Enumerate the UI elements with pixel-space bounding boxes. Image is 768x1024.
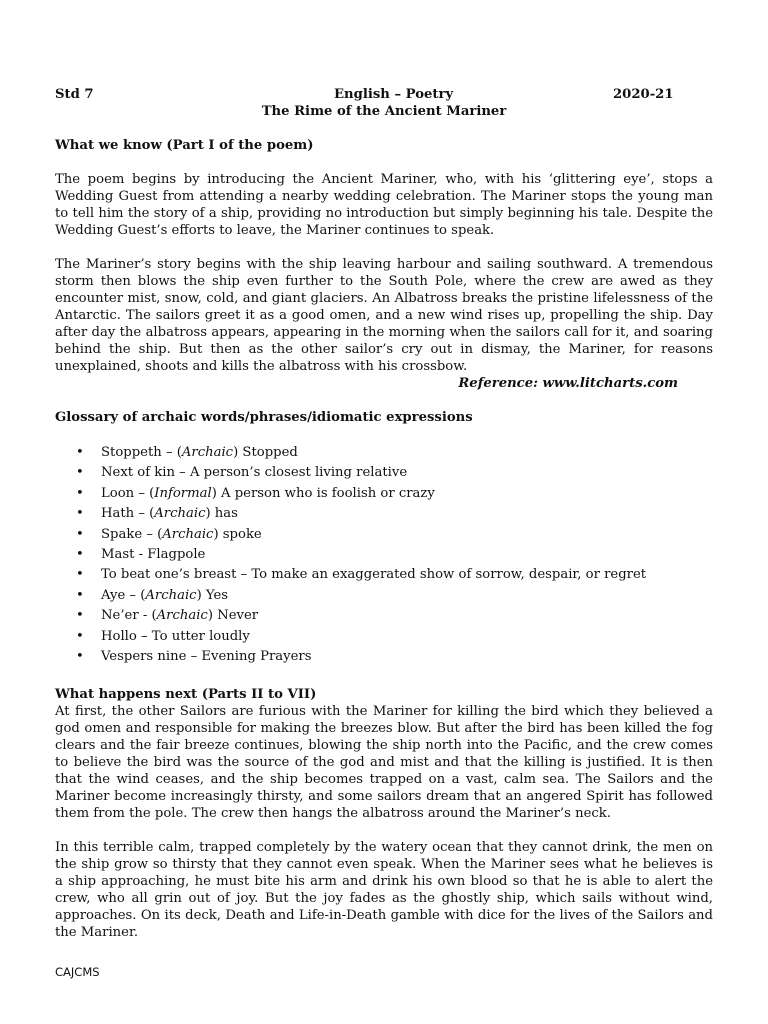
bullet-icon: • [76, 506, 84, 522]
document-page [55, 86, 713, 941]
glossary-term: Aye – ( [101, 587, 146, 603]
bullet-icon: • [76, 485, 84, 501]
what-happens-next-heading: What happens next (Parts II to VII) [55, 687, 317, 703]
glossary-register: Archaic [156, 608, 208, 624]
document-header [55, 86, 713, 103]
glossary-term: Ne’er - ( [101, 608, 157, 624]
bullet-icon: • [76, 608, 84, 624]
glossary-term: Hath – ( [101, 506, 155, 522]
glossary-term: Spake – ( [101, 526, 163, 542]
list-item [55, 627, 713, 647]
glossary-term: Loon – ( [101, 485, 155, 501]
glossary-meaning: ) A person who is foolish or crazy [211, 485, 435, 501]
list-item [55, 525, 713, 545]
intro-paragraph: The poem begins by introducing the Ancient Mariner, who, with his ‘glittering eye’, stops a Wedding Guest from attending a nearby wedding celebration. The Mariner stops the young man to tell him the story of a ship, providing no introduction but simply beginning his tale. Despite the Wedding Guest’s efforts to leave, the Mariner continues to speak. [55, 172, 713, 238]
bullet-icon: • [76, 526, 84, 542]
list-item [55, 647, 713, 667]
glossary-register: Archaic [162, 526, 214, 542]
bullet-icon: • [76, 648, 84, 664]
bullet-icon: • [76, 628, 84, 644]
bullet-icon: • [76, 587, 84, 603]
what-we-know-heading: What we know (Part I of the poem) [55, 138, 314, 153]
subject-label: English – Poetry [334, 87, 454, 102]
glossary-list [55, 443, 713, 667]
list-item [55, 606, 713, 626]
glossary-meaning: ) Never [207, 608, 259, 624]
class-label: Std 7 [55, 87, 94, 102]
glossary-register: Archaic [145, 587, 197, 603]
list-item [55, 504, 713, 524]
calm-paragraph: In this terrible calm, trapped completely by the watery ocean that they cannot drink, the men on the ship grow so thirsty that they cannot even speak. When the Mariner sees what he believes is a ship approaching, he must bite his arm and drink his own blood so that he is able to alert the crew, who all grin out of joy. But the joy fades as the ghostly ship, which sails without wind, approaches. On its deck, Death and Life-in-Death gamble with dice for the lives of the Sailors and the Mariner. [55, 840, 713, 941]
glossary-term: Hollo – To utter loudly [101, 628, 250, 644]
glossary-meaning: ) spoke [213, 526, 262, 542]
glossary-meaning: ) Yes [196, 587, 229, 603]
story-paragraph: The Mariner’s story begins with the ship leaving harbour and sailing southward. A tremendous storm then blows the ship even further to the South Pole, where the crew are awed as they encounter mist, snow, cold, and giant glaciers. An Albatross breaks the pristine lifelessness of the Antarctic. The sailors greet it as a good omen, and a new wind rises up, propelling the ship. Day after day the albatross appears, appearing in the morning when the sailors call for it, and soaring behind the ship. But then as the other sailor’s cry out in dismay, the Mariner, for reasons unexplained, shoots and kills the albatross with his crossbow. [55, 257, 713, 374]
glossary-term: Next of kin – A person’s closest living relative [101, 465, 408, 481]
footer-label: CAJCMS [55, 965, 100, 979]
glossary-term: To beat one’s breast – To make an exaggerated show of sorrow, despair, or regret [101, 567, 647, 583]
glossary-meaning: ) has [205, 506, 238, 522]
bullet-icon: • [76, 465, 84, 481]
parts-summary-paragraph: At first, the other Sailors are furious with the Mariner for killing the bird which they believed a god omen and responsible for making the breezes blow. But after the bird has been killed the fog clears and the fair breeze continues, blowing the ship north into the Pacific, and the crew comes to believe the bird was the source of the god and mist and that the killing is justified. It is then that the wind ceases, and the ship becomes trapped on a vast, calm sea. The Sailors and the Mariner become increasingly thirsty, and some sailors dream that an angered Spirit has followed them from the pole. The crew then hangs the albatross around the Mariner’s neck. [55, 704, 713, 822]
glossary-heading: Glossary of archaic words/phrases/idiomatic expressions [55, 410, 473, 425]
glossary-register: Archaic [181, 445, 234, 460]
bullet-icon: • [76, 546, 84, 562]
bullet-icon: • [76, 567, 84, 583]
reference-line: Reference: www.litcharts.com [458, 376, 678, 391]
glossary-term: Mast - Flagpole [101, 546, 206, 562]
list-item [55, 586, 713, 606]
bullet-icon: • [76, 445, 84, 460]
page-title: The Rime of the Ancient Mariner [261, 104, 507, 119]
list-item [55, 484, 713, 504]
list-item [55, 565, 713, 585]
glossary-meaning: ) Stopped [233, 445, 298, 460]
glossary-register: Informal [154, 485, 212, 501]
glossary-term: Stoppeth – ( [101, 445, 182, 460]
glossary-register: Archaic [154, 506, 206, 522]
list-item [55, 545, 713, 565]
year-label: 2020-21 [613, 87, 674, 102]
glossary-term: Vespers nine – Evening Prayers [101, 648, 312, 664]
list-item [55, 443, 713, 463]
list-item [55, 463, 713, 483]
